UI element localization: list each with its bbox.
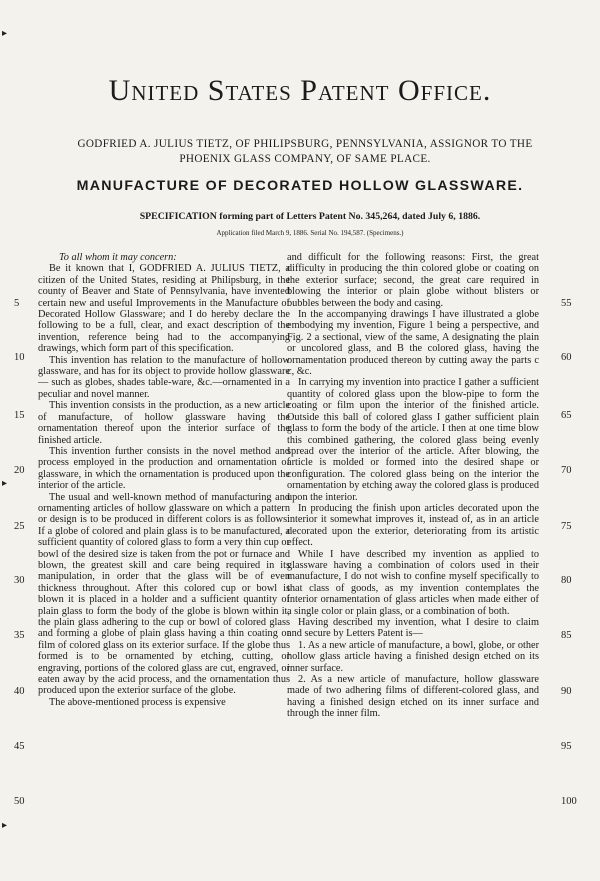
line-number: 70: [561, 465, 572, 476]
line-number: 65: [561, 410, 572, 421]
line-number: 35: [14, 630, 25, 641]
paragraph: In carrying my invention into practice I gather a sufficient quantity of colored glass upon the blow-pipe to form the coating or film upon the interior of the finished article. Outside this ball of colored glass I gather sufficient plain glass to form the body of the article. I then at one time blow this combined gathering, the colored glass being evenly spread over the interior of the article. After blowing, the article is molded or formed into the desired shape or configuration. The colored glass being on the interior the ornamentation by etching away the colored glass is produced upon the interior.: [287, 377, 539, 503]
paragraph: In producing the finish upon articles decorated upon the interior it somewhat improves it, instead of, as in an article decorated upon the exterior, deteriorating from its artistic effect.: [287, 502, 539, 549]
paragraph: and difficult for the following reasons: First, the great difficulty in producing the thin colored globe or coating on the exterior surface; second, the great care required in blowing the interior or plain globe without blisters or bubbles between the body and casing.: [287, 252, 539, 309]
line-number: 50: [14, 796, 25, 807]
paragraph: This invention further consists in the novel method and process employed in the production and ornamentation of glassware, in which the ornamentation is produced upon the interior of the article.: [38, 445, 290, 492]
specification-line: SPECIFICATION forming part of Letters Patent No. 345,264, dated July 6, 1886.: [139, 211, 481, 222]
inventor-line: GODFRIED A. JULIUS TIETZ, OF PHILIPSBURG, PENNSYLVANIA, ASSIGNOR TO THE PHOENIX GLASS COMPANY, OF SAME PLACE.: [77, 138, 533, 165]
scan-mark: ▸: [2, 820, 8, 831]
paragraph: This invention has relation to the manufacture of hollow glassware, and has for its object to provide hollow glassware — such as globes, shades table-ware, &c.—ornamented in a peculiar and novel manner.: [38, 354, 290, 400]
line-number: 80: [561, 575, 572, 586]
application-filed-line: Application filed March 9, 1886. Serial No. 194,587. (Specimens.): [216, 229, 404, 237]
line-number: 30: [14, 575, 25, 586]
line-number: 75: [561, 521, 572, 532]
line-number: 20: [14, 465, 25, 476]
line-number: 60: [561, 352, 572, 363]
paragraph: Having described my invention, what I desire to claim and secure by Letters Patent is—: [287, 617, 539, 640]
scan-mark: ▸: [2, 478, 8, 489]
office-title: United States Patent Office.: [108, 74, 492, 107]
line-number: 40: [14, 686, 25, 697]
line-number: 10: [14, 352, 25, 363]
line-number: 90: [561, 686, 572, 697]
line-number: 15: [14, 410, 25, 421]
paragraph: The above-mentioned process is expensive: [49, 696, 226, 708]
claim: 2. As a new article of manufacture, hollow glassware made of two adhering films of different-colored glass, and having a finished design etched on its inner surface and through the inner film.: [287, 674, 539, 720]
claim: 1. As a new article of manufacture, a bowl, globe, or other hollow glass article having a finished design etched on its inner surface.: [287, 639, 539, 674]
line-number: 45: [14, 741, 25, 752]
paragraph: In the accompanying drawings I have illustrated a globe embodying my invention, Figure 1 being a perspective, and Fig. 2 a sectional, view of the same, A designating the plain or uncolored glass, and B the colored glass, having the ornamentation produced thereon by cutting away the parts c c, &c.: [287, 309, 539, 378]
left-column: [38, 252, 290, 708]
patent-subject: MANUFACTURE OF DECORATED HOLLOW GLASSWARE.: [76, 178, 524, 194]
paragraph: The usual and well-known method of manufacturing and ornamenting articles of hollow glassware on which a pattern or design is to be produced in different colors is as follows: If a globe of colored and plain glass is to be manufactured, a sufficient quantity of colored glass to form a very thin cup or bowl of the desired size is taken from the pot or furnace and blown, the greatest skill and care being required in its manipulation, in order that the glass will be of even thickness throughout. After this colored cup or bowl is blown it is placed in a holder and a sufficient quantity of plain glass to form the body of the globe is blown within it, the plain glass adhering to the cup or bowl of colored glass and forming a globe of plain glass having a thin coating or film of colored glass on its exterior surface. If the globe thus formed is to be ornamented by etching, cutting, or engraving, portions of the colored glass are cut, engraved, or eaten away by the acid process, and the ornamentation thus produced upon the exterior surface of the globe.: [38, 491, 290, 697]
paragraph: This invention consists in the production, as a new article of manufacture, of hollow glassware having the ornamentation thereof upon the interior surface of the finished article.: [38, 400, 290, 446]
salutation: To all whom it may concern:: [59, 252, 177, 263]
scan-mark: ▸: [2, 28, 8, 39]
line-number: 95: [561, 741, 572, 752]
line-number: 100: [561, 796, 577, 807]
right-column: [287, 252, 539, 720]
paragraph: While I have described my invention as applied to glassware having a combination of colors used in their manufacture, I do not wish to confine myself specifically to that class of goods, as my invention contemplates the interior ornamentation of glass articles when made either of a single color or plain glass, or a combination of both.: [287, 548, 539, 617]
line-number: 25: [14, 521, 25, 532]
paragraph: Be it known that I, GODFRIED A. JULIUS TIETZ, a citizen of the United States, residing at Philipsburg, in the county of Beaver and State of Pennsylvania, have invented certain new and useful Improvements in the Manufacture of Decorated Hollow Glassware; and I do hereby declare the following to be a full, clear, and exact description of the invention, reference being had to the accompanying drawings, which form part of this specification.: [38, 263, 290, 355]
line-number: 85: [561, 630, 572, 641]
line-number: 5: [14, 298, 20, 309]
line-number: 55: [561, 298, 572, 309]
